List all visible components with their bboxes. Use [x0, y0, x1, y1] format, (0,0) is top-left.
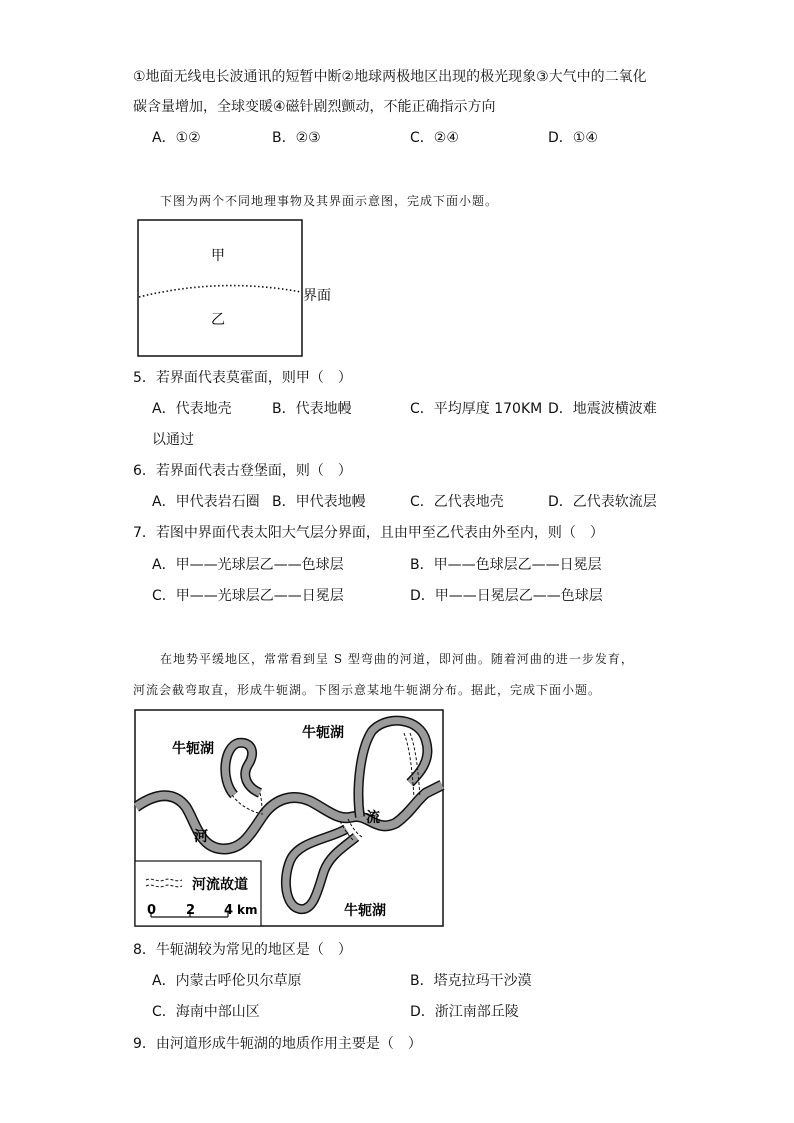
intro-figure2-line2: 河流会截弯取直，形成牛轭湖。下图示意某地牛轭湖分布。据此，完成下面小题。: [133, 683, 602, 697]
scale-tick-2: 2: [186, 903, 196, 918]
q7-stem: 7．若图中界面代表太阳大气层分界面，且由甲至乙代表由外至内，则（ ）: [133, 525, 604, 541]
layer-top-label: 甲: [211, 248, 225, 264]
lake-label-bottom: 牛轭湖: [344, 903, 386, 919]
legend-label: 河流故道: [192, 877, 248, 893]
diagram-frame: [138, 220, 302, 356]
oxbow-lake-map: [134, 709, 446, 929]
q6-stem: 6．若界面代表古登堡面，则（ ）: [133, 463, 352, 479]
q9-stem: 9．由河道形成牛轭湖的地质作用主要是（ ）: [133, 1036, 422, 1052]
q7-option-c: C．甲——光球层乙——日冕层: [152, 588, 344, 604]
river-label-char-2: 流: [366, 810, 380, 826]
boundary-label: 界面: [303, 288, 331, 304]
layer-bottom-label: 乙: [211, 312, 225, 328]
map-legend: [135, 861, 261, 926]
q8-option-d: D．浙江南部丘陵: [410, 1004, 519, 1020]
q8-option-c: C．海南中部山区: [152, 1004, 260, 1020]
lake-label-top: 牛轭湖: [302, 725, 344, 741]
q4-option-a: A．①②: [152, 130, 201, 146]
interface-diagram: [135, 217, 355, 359]
q8-option-b: B．塔克拉玛干沙漠: [410, 973, 532, 989]
river-label-char-1: 河: [194, 829, 208, 845]
q7-option-a: A．甲——光球层乙——色球层: [152, 557, 344, 573]
scale-tick-0: 0: [147, 903, 157, 918]
q5-stem: 5．若界面代表莫霍面，则甲（ ）: [133, 370, 352, 386]
q8-option-a: A．内蒙古呼伦贝尔草原: [152, 973, 302, 989]
q7-option-b: B．甲——色球层乙——日冕层: [410, 557, 602, 573]
q6-option-b: B．甲代表地幔: [272, 494, 366, 510]
q6-option-d: D．乙代表软流层: [548, 494, 657, 510]
lake-label-left: 牛轭湖: [172, 741, 214, 757]
q8-stem: 8．牛轭湖较为常见的地区是（ ）: [133, 942, 352, 958]
q4-line1: ①地面无线电长波通讯的短暂中断②地球两极地区出现的极光现象③大气中的二氧化: [133, 69, 647, 85]
q5-option-c: C．平均厚度 170KM: [410, 401, 543, 417]
q6-option-a: A．甲代表岩石圈: [152, 494, 260, 510]
intro-figure1: 下图为两个不同地理事物及其界面示意图，完成下面小题。: [160, 194, 499, 208]
q6-option-c: C．乙代表地壳: [410, 494, 504, 510]
q5-option-b: B．代表地幔: [272, 401, 352, 417]
scale-unit: km: [237, 903, 258, 917]
q4-line2: 碳含量增加，全球变暖④磁针剧烈颤动，不能正确指示方向: [133, 99, 496, 115]
q4-option-c: C．②④: [410, 130, 459, 146]
q7-option-d: D．甲——日冕层乙——色球层: [410, 588, 603, 604]
intro-figure2-line1: 在地势平缓地区，常常看到呈 S 型弯曲的河道，即河曲。随着河曲的进一步发育，: [160, 652, 634, 666]
interface-boundary-line: [139, 286, 301, 297]
q5-option-d-continuation: 以通过: [152, 432, 194, 448]
q5-option-a: A．代表地壳: [152, 401, 232, 417]
q5-option-d: D．地震波横波难: [548, 401, 657, 417]
q4-option-b: B．②③: [272, 130, 321, 146]
q4-option-d: D．①④: [548, 130, 598, 146]
scale-tick-4: 4: [224, 903, 234, 918]
